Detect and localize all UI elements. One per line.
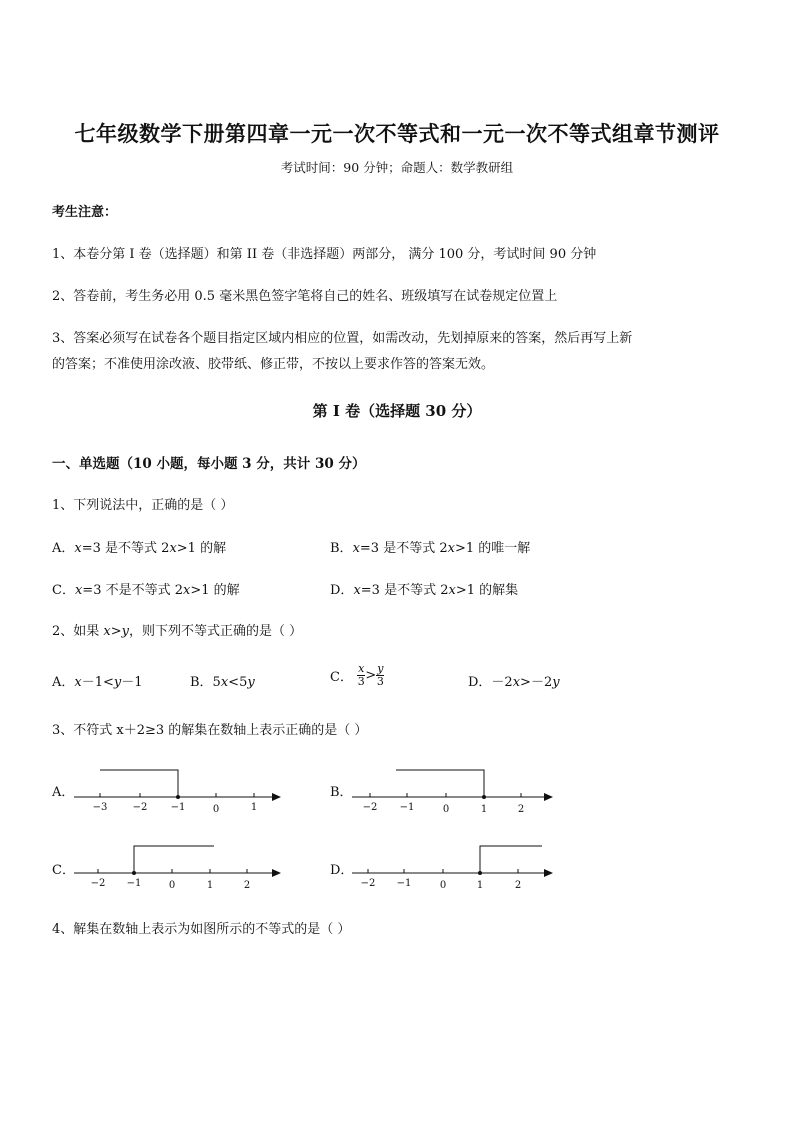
var: x <box>74 541 82 556</box>
endpoint-dot <box>132 871 136 875</box>
endpoint-dot <box>176 795 180 799</box>
var: x <box>352 541 360 556</box>
tick-label: 1 <box>476 880 484 890</box>
var: y <box>113 675 122 690</box>
var: x <box>512 675 521 690</box>
solution-bracket <box>134 846 214 873</box>
option-letter: B． <box>330 541 353 556</box>
var: x <box>169 541 177 556</box>
q2-option-a[interactable] <box>52 671 143 690</box>
arrow-head <box>544 793 553 801</box>
numerator: y <box>377 662 384 675</box>
var: y <box>552 675 560 690</box>
option-text: =3 不是不等式 2 <box>82 583 183 598</box>
tick-label: −1 <box>170 802 186 813</box>
tick-label: −1 <box>399 802 415 813</box>
var: x <box>447 541 455 556</box>
var: x <box>220 675 229 690</box>
option-text: >1 的唯一解 <box>454 541 531 556</box>
tick-label: −2 <box>360 878 376 889</box>
tick-label: 1 <box>250 802 258 813</box>
option-text: > <box>365 668 377 683</box>
solution-bracket <box>480 846 542 873</box>
q3-stem: 3、不符式 x＋2≥3 的解集在数轴上表示正确的是（ ） <box>52 723 368 738</box>
q1-option-d[interactable] <box>330 579 518 598</box>
var: x <box>448 583 456 598</box>
q3-option-a-label[interactable]: A． <box>52 785 75 800</box>
q2-option-c[interactable] <box>330 663 384 688</box>
q1-stem: 1、下列说法中，正确的是（ ） <box>52 498 234 513</box>
q4-stem: 4、解集在数轴上表示为如图所示的不等式的是（ ） <box>52 922 351 937</box>
tick-label: 2 <box>514 880 522 890</box>
var: x <box>183 583 191 598</box>
section-heading: 一、单选题（10 小题，每小题 3 分，共计 30 分） <box>52 456 366 472</box>
option-letter: A． <box>52 675 75 690</box>
tick-label: 0 <box>439 880 447 890</box>
stem-text: ，则下列不等式正确的是（ ） <box>129 624 303 639</box>
option-text: －1 <box>121 675 143 690</box>
numerator: x <box>358 662 365 675</box>
notice-item-3-line-1: 3、答案必须写在试卷各个题目指定区域内相应的位置，如需改动，先划掉原来的答案，然后再写上新 <box>52 331 633 346</box>
tick-label: −3 <box>92 802 108 813</box>
option-letter: D． <box>330 583 354 598</box>
var: x <box>103 624 111 639</box>
option-text: >－2 <box>520 675 553 690</box>
option-text: =3 是不等式 2 <box>360 583 449 598</box>
exam-info: 考试时间：90 分钟；命题人：数学教研组 <box>280 160 514 175</box>
var: y <box>247 675 255 690</box>
option-letter: C． <box>330 670 353 685</box>
notice-item-1: 1、本卷分第 I 卷（选择题）和第 II 卷（非选择题）两部分， 满分 100 分，考试时间 90 分钟 <box>52 247 597 262</box>
number-line-b <box>348 764 558 814</box>
number-line-c <box>70 840 284 890</box>
option-letter: B．5 <box>190 675 221 690</box>
arrow-head <box>544 869 553 877</box>
q1-option-b[interactable] <box>330 537 530 556</box>
notice-item-2: 2、答卷前，考生务必用 0.5 毫米黑色签字笔将自己的姓名、班级填写在试卷规定位置上 <box>52 289 558 304</box>
option-text: =3 是不等式 2 <box>81 541 170 556</box>
var: x <box>353 583 361 598</box>
solution-bracket <box>100 770 178 797</box>
q2-option-b[interactable] <box>190 671 255 690</box>
denominator: 3 <box>357 675 365 688</box>
endpoint-dot <box>478 871 482 875</box>
tick-label: 0 <box>442 804 450 814</box>
stem-text: > <box>110 624 122 639</box>
option-text: =3 是不等式 2 <box>359 541 448 556</box>
option-letter: D．－2 <box>468 675 513 690</box>
tick-label: 1 <box>206 880 214 890</box>
tick-label: 2 <box>517 804 525 814</box>
tick-label: 0 <box>212 804 220 814</box>
number-line-a <box>70 764 284 814</box>
q3-option-b-label[interactable]: B． <box>330 785 353 800</box>
arrow-head <box>272 869 281 877</box>
denominator: 3 <box>376 675 384 688</box>
var: x <box>74 675 82 690</box>
tick-label: −2 <box>90 878 106 889</box>
q3-option-c-label[interactable]: C． <box>52 863 75 878</box>
option-text: >1 的解集 <box>455 583 519 598</box>
tick-label: −2 <box>132 802 148 813</box>
q2-stem <box>52 620 302 639</box>
q3-option-d-label[interactable]: D． <box>330 863 354 878</box>
notice-heading: 考生注意： <box>52 205 118 220</box>
tick-label: 1 <box>480 804 488 814</box>
tick-label: −1 <box>126 878 142 889</box>
page-title: 七年级数学下册第四章一元一次不等式和一元一次不等式组章节测评 <box>74 121 720 146</box>
option-text: >1 的解 <box>176 541 227 556</box>
q2-option-d[interactable] <box>468 671 560 690</box>
fraction-y-over-3 <box>376 663 384 688</box>
var: y <box>121 624 130 639</box>
stem-text: 2、如果 <box>52 624 104 639</box>
option-letter: C． <box>52 583 75 598</box>
arrow-head <box>272 793 281 801</box>
notice-item-3-line-2: 的答案；不准使用涂改液、胶带纸、修正带，不按以上要求作答的答案无效。 <box>52 357 495 372</box>
part-1-heading: 第 I 卷（选择题 30 分） <box>312 402 482 420</box>
tick-label: 2 <box>243 880 251 890</box>
solution-bracket <box>396 770 484 797</box>
q1-option-a[interactable] <box>52 537 226 556</box>
tick-label: −1 <box>396 878 412 889</box>
option-letter: A． <box>52 541 75 556</box>
tick-label: −2 <box>362 802 378 813</box>
option-text: >1 的解 <box>190 583 240 598</box>
number-line-d <box>348 840 558 890</box>
var: x <box>74 583 83 598</box>
endpoint-dot <box>482 795 486 799</box>
tick-label: 0 <box>168 880 176 890</box>
option-text: <5 <box>228 675 248 690</box>
option-text: －1< <box>81 675 114 690</box>
q1-option-c[interactable] <box>52 579 240 598</box>
